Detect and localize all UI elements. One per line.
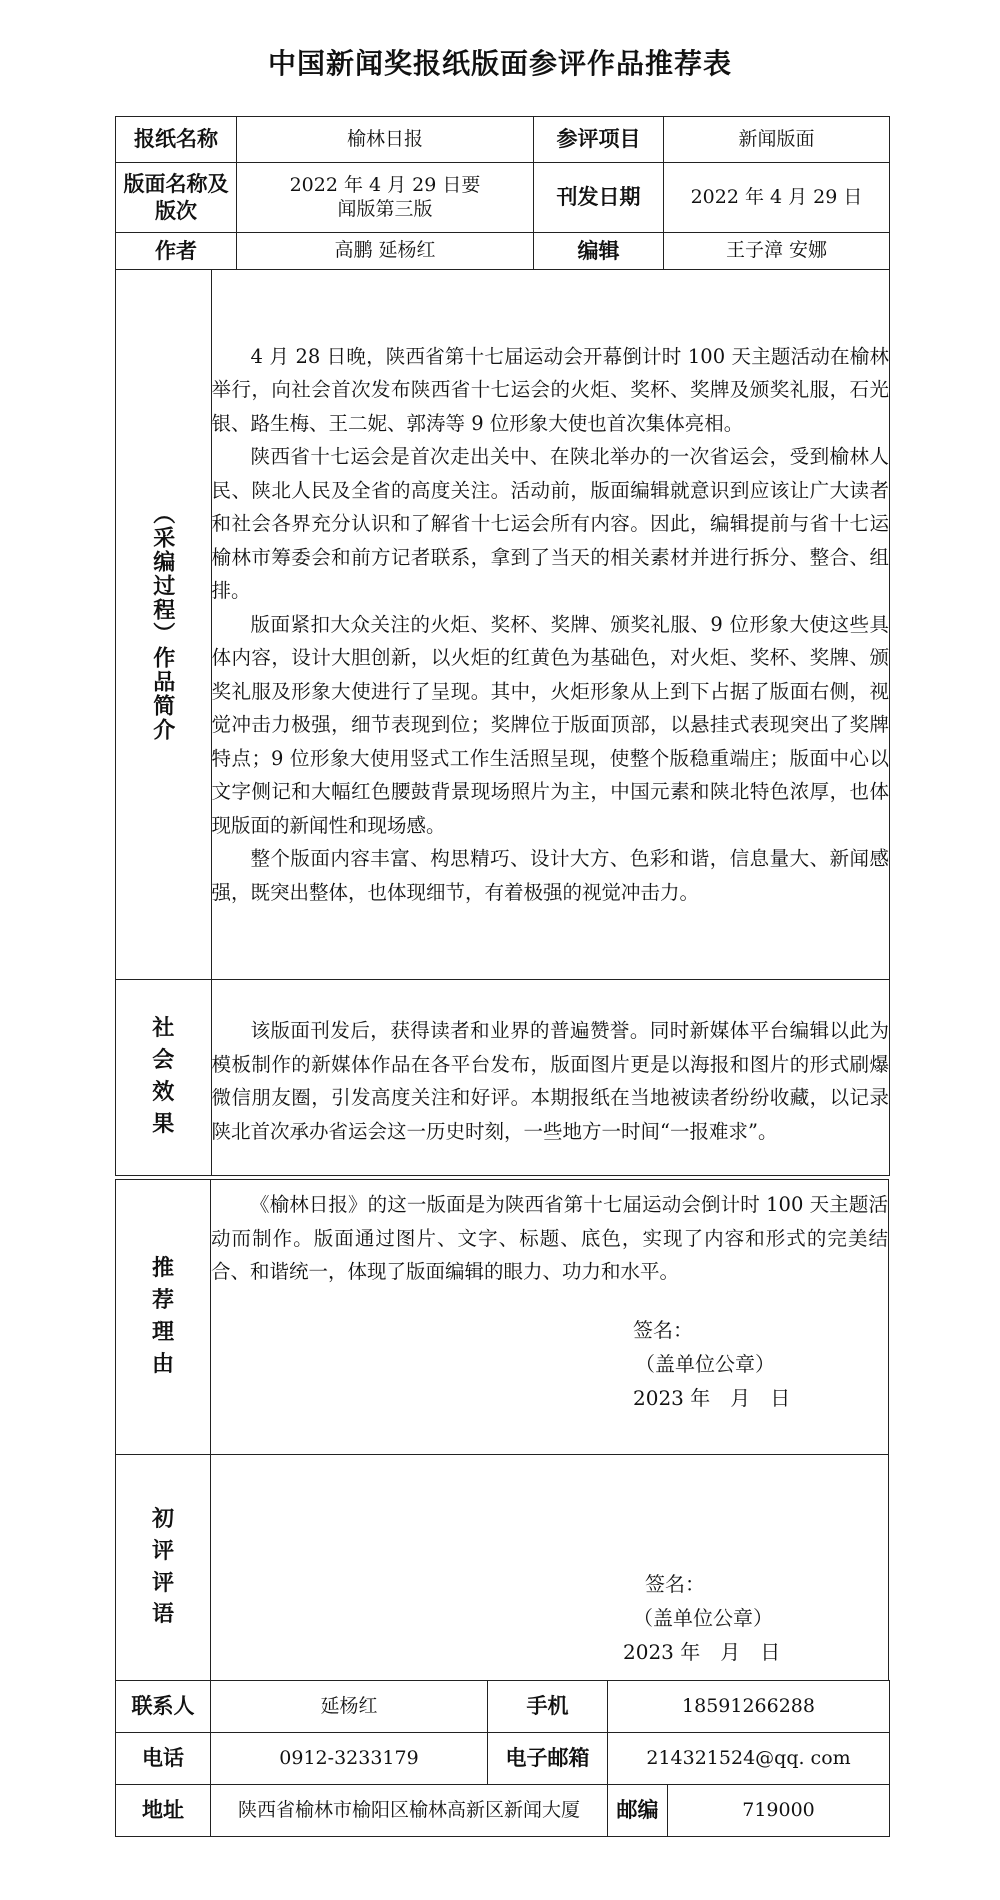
- review-date: 2023 年 月 日: [623, 1640, 781, 1664]
- editor-value: 王子漳 安娜: [664, 233, 890, 270]
- page-value: 2022 年 4 月 29 日要闻版第三版: [237, 163, 534, 233]
- intro-text: [211, 270, 889, 979]
- newspaper-label: 报纸名称: [116, 117, 237, 163]
- author-label: 作者: [116, 233, 237, 270]
- effect-label: 社会效果: [116, 979, 211, 1175]
- category-label: 参评项目: [534, 117, 664, 163]
- author-value: 高鹏 延杨红: [237, 233, 534, 270]
- review-seal-label: （盖单位公章）: [633, 1606, 773, 1630]
- zip-label: 邮编: [608, 1785, 668, 1837]
- newspaper-value: 榆林日报: [237, 117, 534, 163]
- page-label: 版面名称及版次: [116, 163, 237, 233]
- contact-person-value: 延杨红: [211, 1681, 488, 1733]
- date-value: 2022 年 4 月 29 日: [664, 163, 890, 233]
- effect-text: 该版面刊发后，获得读者和业界的普遍赞誉。同时新媒体平台编辑以此为模板制作的新媒体作品在各平台发布，版面图片更是以海报和图片的形式刷爆微信朋友圈，引发高度关注和好评。本期报纸在当地被读者纷纷收藏，以记录陕北首次承办省运会这一历史时刻，一些地方一时间“一报难求”。: [211, 979, 889, 1175]
- form-title: 中国新闻奖报纸版面参评作品推荐表: [267, 47, 732, 80]
- review-signature-block: [623, 1567, 888, 1669]
- recommend-text: 《榆林日报》的这一版面是为陕西省第十七届运动会倒计时 100 天主题活动而制作。版面通过图片、文字、标题、底色，实现了内容和形式的完美结合、和谐统一，体现了版面编辑的眼力、功力和水平。 签名： （盖单位公章） 2023 年 月 日: [211, 1180, 889, 1455]
- intro-paragraph: 陕西省十七运会是首次走出关中、在陕北举办的一次省运会，受到榆林人民、陕北人民及全省的高度关注。活动前，版面编辑就意识到应该让广大读者和社会各界充分认识和了解省十七运会所有内容。因此，编辑提前与省十七运榆林市筹委会和前方记者联系，拿到了当天的相关素材并进行拆分、整合、组排。: [211, 445, 889, 602]
- recommend-table: [115, 1179, 889, 1681]
- address-value: 陕西省榆林市榆阳区榆林高新区新闻大厦: [211, 1785, 608, 1837]
- date-label: 刊发日期: [534, 163, 664, 233]
- editor-label: 编辑: [534, 233, 664, 270]
- email-value: 214321524@qq. com: [608, 1733, 890, 1785]
- recommend-sign-label: 签名：: [633, 1317, 693, 1342]
- category-value: 新闻版面: [664, 117, 890, 163]
- main-info-table: [115, 116, 890, 1176]
- recommend-date: 2023 年 月 日: [633, 1385, 791, 1410]
- intro-label: （采编过程）作品简介: [116, 270, 211, 979]
- zip-value: 719000: [668, 1785, 890, 1837]
- review-label: 初评评语: [116, 1455, 211, 1681]
- contact-person-label: 联系人: [116, 1681, 211, 1733]
- address-label: 地址: [116, 1785, 211, 1837]
- intro-paragraph: 4 月 28 日晚，陕西省第十七届运动会开幕倒计时 100 天主题活动在榆林举行，向社会首次发布陕西省十七运会的火炬、奖杯、奖牌及颁奖礼服，石光银、路生梅、王二妮、郭涛等 9 位形象大使也首次集体亮相。: [211, 344, 889, 435]
- review-text: [211, 1455, 889, 1681]
- review-sign-label: 签名：: [645, 1572, 705, 1596]
- phone-label: 电话: [116, 1733, 211, 1785]
- intro-paragraph: 整个版面内容丰富、构思精巧、设计大方、色彩和谐，信息量大、新闻感强，既突出整体，也体现细节，有着极强的视觉冲击力。: [211, 847, 889, 904]
- phone-value: 0912-3233179: [211, 1733, 488, 1785]
- contact-table: [115, 1680, 890, 1837]
- mobile-value: 18591266288: [608, 1681, 890, 1733]
- recommend-seal-label: （盖单位公章）: [635, 1351, 775, 1376]
- recommend-label: 推荐理由: [116, 1180, 211, 1455]
- mobile-label: 手机: [488, 1681, 608, 1733]
- email-label: 电子邮箱: [488, 1733, 608, 1785]
- intro-paragraph: 版面紧扣大众关注的火炬、奖杯、奖牌、颁奖礼服、9 位形象大使这些具体内容，设计大胆创新，以火炬的红黄色为基础色，对火炬、奖杯、奖牌、颁奖礼服及形象大使进行了呈现。其中，火炬形象从上到下占据了版面右侧，视觉冲击力极强，细节表现到位；奖牌位于版面顶部，以悬挂式表现突出了奖牌特点；9 位形象大使用竖式工作生活照呈现，使整个版稳重端庄；版面中心以文字侧记和大幅红色腰鼓背景现场照片为主，中国元素和陕北特色浓厚，也体现版面的新闻性和现场感。: [211, 612, 889, 837]
- recommend-signature-block: [633, 1313, 888, 1415]
